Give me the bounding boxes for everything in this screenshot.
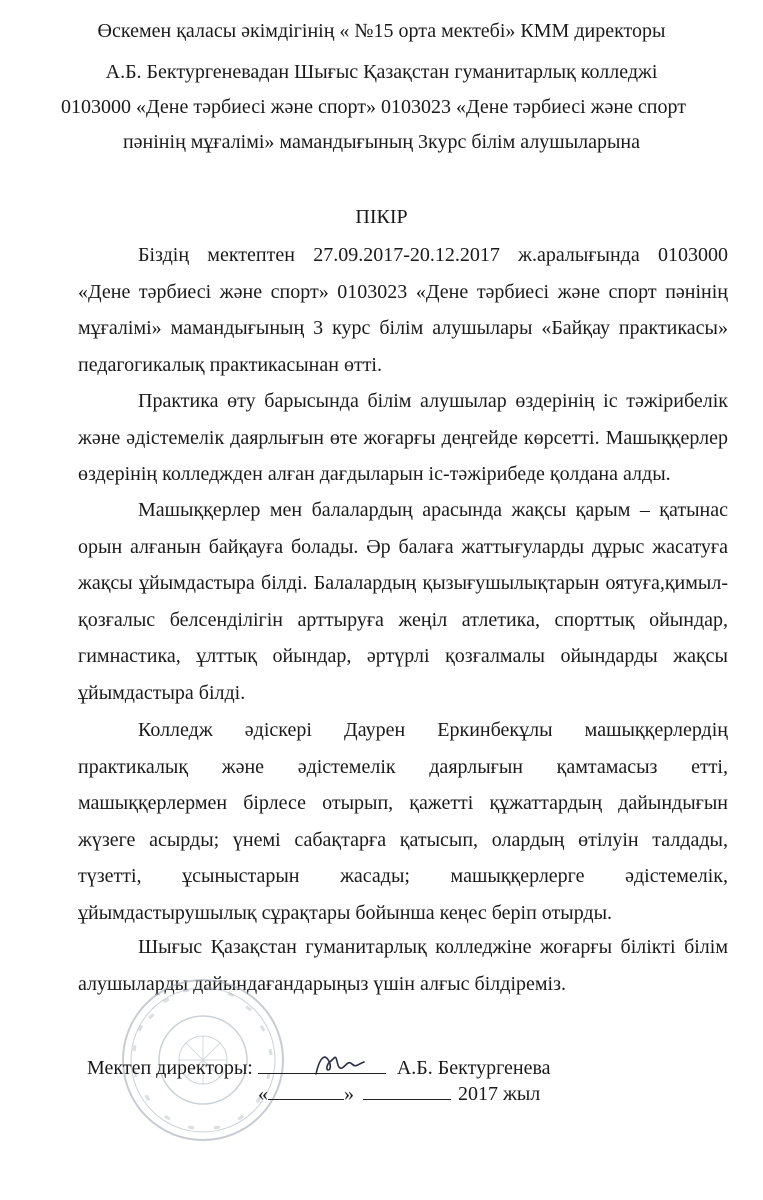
paragraph-1: Біздің мектептен 27.09.2017-20.12.2017 ж.аралығында 0103000 «Дене тәрбиесі және спорт» 0103023 «Дене тәрбиесі және спорт пәнінің мұғалімі» мамандығының 3 курс білім алушылары «Байқау практикасы» педагогикалық практикасынан өтті. — [78, 244, 728, 376]
paragraph-3: Машыққерлер мен балалардың арасында жақсы қарым – қатынас орын алғанын байқауға болады. Әр балаға жаттығуларды дұрыс жасатуға жақсы ұйымдастыра білді. Балалардың қызығушылықтарын оятуға,қимыл-қозғалыс белсенділігін арттыруға жеңіл атлетика, спорттық ойындар, гимнастика, ұлттық ойындар, әртүрлі қозғалмалы ойындарды жақсы ұйымдастыра білді. — [78, 499, 728, 704]
director-label: Мектеп директоры: — [87, 1057, 253, 1079]
date-day-blank — [268, 1081, 344, 1100]
header-line-1: Өскемен қаласы әкімдігінің « №15 орта мектебі» КММ директоры — [97, 20, 666, 42]
header-line-3: 0103000 «Дене тәрбиесі және спорт» 0103023 «Дене тәрбиесі және спорт — [61, 96, 686, 118]
date-year: 2017 жыл — [458, 1083, 541, 1105]
date-close-quote: » — [344, 1083, 354, 1105]
date-row — [258, 1081, 540, 1106]
paragraph-5: Шығыс Қазақстан гуманитарлық колледжіне жоғарғы білікті білім алушыларды дайындағандарыңыз үшін алғыс білдіреміз. — [78, 936, 728, 995]
document-title: ПІКІР — [355, 206, 408, 228]
header-line-2: А.Б. Бектургеневадан Шығыс Қазақстан гуманитарлық колледжі — [105, 61, 658, 83]
paragraph-4: Колледж әдіскері Даурен Еркинбекұлы машыққерлердің практикалық және әдістемелік даярлығын қамтамасыз етті, машыққерлермен бірлесе отырып, қажетті құжаттардың дайындығын жүзеге асырды; үнемі сабақтарға қатысып, олардың өтілуін талдады, түзетті, ұсыныстарын жасады; машыққерлерге әдістемелік, ұйымдастырушылық сұрақтары бойынша кеңес беріп отырды. — [78, 719, 728, 924]
date-month-blank — [363, 1081, 451, 1100]
date-open-quote: « — [258, 1083, 268, 1105]
director-name: А.Б. Бектургенева — [396, 1057, 551, 1079]
header-line-4: пәнінің мұғалімі» мамандығының 3курс білім алушыларына — [122, 131, 641, 153]
handwritten-signature — [312, 1050, 368, 1080]
paragraph-2: Практика өту барысында білім алушылар өздерінің іс тәжірибелік және әдістемелік даярлығын өте жоғарғы деңгейде көрсетті. Машыққерлер өздерінің колледжден алған дағдыларын іс-тәжірибеде қолдана алды. — [78, 390, 728, 485]
